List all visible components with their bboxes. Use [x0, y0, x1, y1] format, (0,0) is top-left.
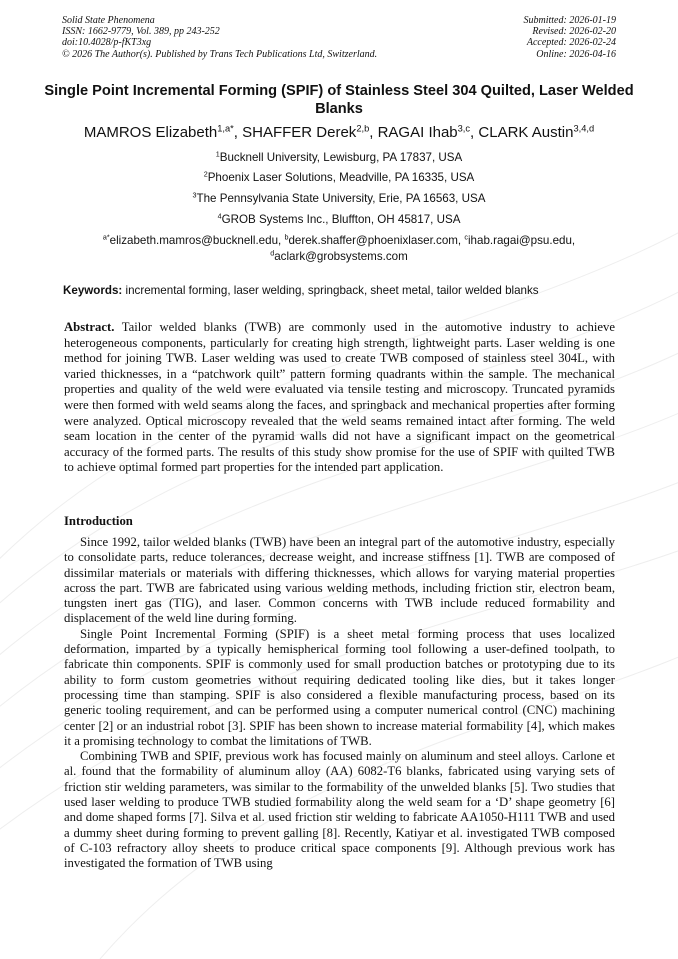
author-emails: $^{a*}$elizabeth.mamros@bucknell.edu, $^b$derek.shaffer@phoenixlaser.com, $^c$ihab.ragai@psu.edu, $^d$aclark@grobsystems.com	[102, 232, 576, 263]
author-list: MAMROS Elizabeth$^{1,a*}$, SHAFFER Derek$^{2,b}$, RAGAI Ihab$^{3,c}$, CLARK Austin$^{3,4,d}$	[83, 123, 595, 141]
author-affiliation-mark: 3,4,d	[573, 123, 595, 134]
keywords-text: incremental forming, laser welding, springback, sheet metal, tailor welded blanks	[125, 284, 539, 297]
journal-info	[62, 15, 377, 60]
date-revised: Revised: 2026-02-20	[532, 26, 616, 38]
paragraph: Since 1992, tailor welded blanks (TWB) have been an integral part of the automotive industry, especially to consolidate parts, reduce tolerances, decrease weight, and increase stiffness [1]. TWB are composed of dissimilar materials or materials with differing thicknesses, which allows for varying material properties across the part. TWB are fabricated using various welding methods, including friction stir, electron beam, tungsten inert gas (TIG), and laser. Common concerns with TWB include reduced formability and displacement of the weld line during forming.	[64, 535, 615, 626]
email-mark: c	[464, 232, 468, 242]
email-link[interactable]: elizabeth.mamros@bucknell.edu	[109, 234, 279, 247]
email-mark: b	[284, 232, 289, 242]
section-heading-introduction: Introduction	[64, 514, 133, 528]
paragraph: Single Point Incremental Forming (SPIF) is a sheet metal forming process that uses localized deformation, imparted by a typically hemispherical forming tool following a user-defined toolpath, to fabricate thin components. SPIF is commonly used for small production batches or prototyping due to its ability to form custom geometries without requiring dedicated tooling like dies, but it takes longer processing time than stamping. SPIF is also considered a flexible manufacturing process, based on its generic tooling requirement, and can be performed using a computer numerical control (CNC) machining center [2] or an industrial robot [3]. SPIF has been shown to increase material formability [4], which makes it a promising technology to combat the limitations of TWB.	[64, 626, 615, 748]
abstract-text: Tailor welded blanks (TWB) are commonly used in the automotive industry to achieve heterogeneous components, particularly for creating high strength, lightweight parts. Laser welding is one method for joining TWB. Laser welding was used to create TWB composed of stainless steel 304L, with varied thicknesses, in a “patchwork quilt” pattern forming quadrants within the sample. The mechanical properties and quality of the weld were evaluated via tensile testing and microscopy. Truncated pyramids were then formed with weld seams along the faces, and springback and mechanical properties after forming were analyzed. Optical microscopy revealed that the weld seams remained intact after forming. The weld seam location in the center of the pyramid walls did not have a significant impact on the geometrical accuracy of the formed parts. The results of this study show promise for the use of SPIF with quilted TWB to achieve optimal formed part properties for the intended part application.	[64, 320, 616, 475]
date-submitted: Submitted: 2026-01-19	[523, 15, 616, 26]
paper-title: Single Point Incremental Forming (SPIF) of Stainless Steel 304 Quilted, Laser Welded Blanks	[44, 83, 634, 117]
introduction-body	[64, 535, 615, 872]
author-name: MAMROS Elizabeth	[83, 124, 218, 141]
affiliation-mark: 1	[215, 149, 220, 159]
affiliation	[40, 171, 638, 184]
copyright: © 2026 The Author(s). Published by Trans Tech Publications Ltd, Switzerland.	[62, 48, 378, 60]
affiliation-text: GROB Systems Inc., Bluffton, OH 45817, USA	[221, 213, 461, 226]
author-affiliation-mark: 2,b	[356, 123, 370, 134]
author-affiliation-mark: 1,a*	[217, 123, 234, 134]
email-mark: d	[270, 248, 275, 258]
email-link[interactable]: derek.shaffer@phoenixlaser.com	[288, 234, 458, 247]
email-mark: a*	[102, 232, 110, 242]
keywords	[63, 284, 623, 297]
issn-volume: ISSN: 1662-9779, Vol. 389, pp 243-252	[62, 26, 220, 38]
affiliation	[40, 192, 638, 205]
affiliation	[40, 213, 638, 226]
affiliation-text: The Pennsylvania State University, Erie, PA 16563, USA	[196, 192, 486, 205]
paragraph: Combining TWB and SPIF, previous work has focused mainly on aluminum and steel alloys. Carlone et al. found that the formability of aluminum alloy (AA) 6082-T6 blanks, fabricated using varying sets of friction stir welding parameters, was similar to the formability of the unwelded blanks [5]. Two studies that used laser welding to produce TWB studied formability along the weld seam for a ‘D’ shape geometry [6] and dome shaped forms [7]. Silva et al. used friction stir welding to fabricate AA1050-H111 TWB and used a dummy sheet during forming to prevent galling [8]. Recently, Katiyar et al. investigated TWB composed of C-103 refractory alloy sheets to produce critical space components [9]. Although previous work has investigated the formation of TWB using	[64, 749, 615, 871]
affiliation-mark: 4	[217, 211, 222, 221]
affiliation-mark: 2	[203, 169, 208, 179]
affiliation	[40, 151, 638, 164]
affiliation-text: Phoenix Laser Solutions, Meadville, PA 16335, USA	[207, 171, 475, 184]
affiliation-text: Bucknell University, Lewisburg, PA 17837, USA	[219, 151, 463, 164]
email-link[interactable]: aclark@grobsystems.com	[274, 250, 408, 263]
author-name: SHAFFER Derek	[242, 124, 357, 141]
author-affiliation-mark: 3,c	[457, 123, 471, 134]
affiliation-mark: 3	[192, 190, 197, 200]
author-name: RAGAI Ihab	[377, 124, 458, 141]
author-name: CLARK Austin	[478, 124, 574, 141]
email-link[interactable]: ihab.ragai@psu.edu	[467, 234, 572, 247]
date-accepted: Accepted: 2026-02-24	[526, 37, 616, 49]
abstract-label: Abstract.	[64, 320, 115, 334]
publication-dates	[524, 15, 617, 60]
abstract	[64, 320, 615, 476]
journal-name: Solid State Phenomena	[62, 15, 155, 26]
doi-link[interactable]: doi:10.4028/p-fKT3xg	[62, 37, 152, 49]
date-online: Online: 2026-04-16	[536, 48, 616, 60]
keywords-label: Keywords:	[63, 284, 123, 297]
